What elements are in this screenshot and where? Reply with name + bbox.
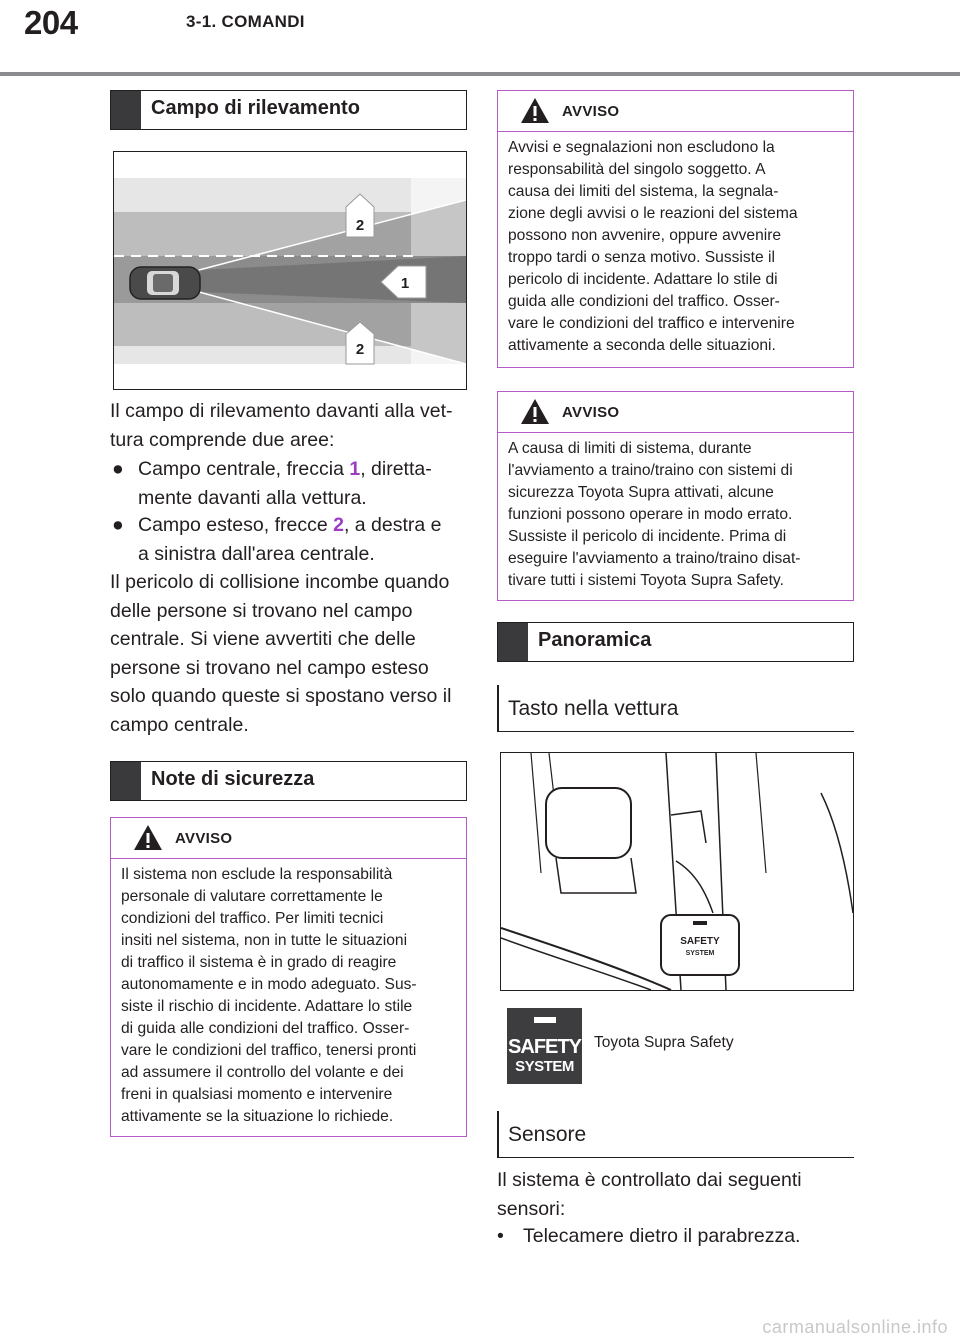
warning-label: AVVISO: [175, 830, 233, 847]
arrow-label-1: 1: [400, 275, 410, 292]
warning-text: Avvisi e segnalazioni non escludono la responsabilità del singolo soggetto. A causa dei limiti del sistema, la segnala- zione degli avvisi o le reazioni del sistema possono non avvenire, oppure avvenire troppo tardi o senza motivo. Sussiste il pericolo di incidente. Adattare lo stile di guida alle condizioni del traffico. Osser- vare le condizioni del traffico e intervenire attivamente a seconda delle situazioni.: [508, 139, 798, 354]
bullet-dot: •: [497, 1225, 504, 1247]
heading-bar: [498, 623, 528, 661]
intro-paragraph: [110, 397, 453, 454]
icon-caption: Toyota Supra Safety: [594, 1034, 734, 1051]
icon-bar: [534, 1017, 556, 1023]
para-line: delle persone si trovano nel campo: [110, 599, 413, 622]
warning-label: AVVISO: [562, 404, 620, 421]
arrow-label-2-top: 2: [355, 217, 365, 234]
subhead-tasto: Tasto nella vettura: [508, 697, 679, 720]
para-line: campo centrale.: [110, 713, 249, 736]
bullet-dot: ●: [112, 514, 124, 536]
safety-system-icon: [507, 1008, 582, 1084]
warning-header: [498, 91, 853, 132]
warning-triangle-icon: [133, 824, 163, 851]
para-line: solo quando queste si spostano verso il: [110, 685, 452, 707]
bullet-text: Telecamere dietro il parabrezza.: [523, 1225, 801, 1247]
warning-box-right-1: [497, 90, 854, 368]
bullet-campo-centrale: [112, 455, 467, 515]
page-number: 204: [24, 4, 78, 41]
subhead-sensore: Sensore: [508, 1123, 587, 1146]
heading-panoramica: [497, 622, 854, 662]
subhead-bar: [497, 685, 499, 732]
warning-box-right-2: [497, 391, 854, 601]
heading-campo-rilevamento: [110, 90, 467, 130]
intro-line: tura comprende due aree:: [110, 428, 335, 451]
car-icon: [130, 267, 200, 299]
console-button-line: SYSTEM: [685, 950, 715, 957]
collision-paragraph: [110, 568, 451, 739]
warning-triangle-icon: [520, 398, 550, 425]
bullet-text: Campo esteso, frecce 2, a destra e a sinistra dall'area centrale.: [138, 514, 442, 565]
bullet-text: Campo centrale, freccia 1, diretta- mente davanti alla vettura.: [138, 458, 432, 509]
subhead-rule: [497, 1157, 854, 1158]
console-button-line: SAFETY: [680, 936, 720, 947]
detection-range-diagram: [114, 152, 466, 389]
center-console-drawing: [501, 753, 853, 990]
subhead-bar: [497, 1111, 499, 1158]
warning-header: [498, 392, 853, 433]
warning-label: AVVISO: [562, 103, 620, 120]
para-line: centrale. Si viene avvertiti che delle: [110, 628, 416, 650]
sensor-line: sensori:: [497, 1197, 566, 1220]
section-title: 3-1. COMANDI: [186, 12, 305, 31]
warning-text: A causa di limiti di sistema, durante l'avviamento a traino/traino con sistemi di sicurezza Toyota Supra attivati, alcune funzioni possono operare in modo errato. Sussiste il pericolo di incidente. Prima di eseguire l'avviamento a traino/traino disat- tivare tutti i sistemi Toyota Supra Safety.: [508, 440, 801, 589]
callout-number-1: 1: [349, 458, 361, 480]
sensor-line: Il sistema è controllato dai seguenti: [497, 1169, 802, 1191]
icon-text-system: SYSTEM: [515, 1058, 574, 1075]
bullet-dot: ●: [112, 458, 124, 480]
heading-bar: [111, 762, 141, 800]
para-line: persone si trovano nel campo esteso: [110, 656, 429, 679]
heading-text: Panoramica: [538, 629, 652, 651]
para-line: Il pericolo di collisione incombe quando: [110, 571, 450, 593]
heading-note-sicurezza: [110, 761, 467, 801]
watermark: carmanualsonline.info: [762, 1317, 948, 1337]
warning-text: Il sistema non esclude la responsabilità personale di valutare correttamente le condizioni del traffico. Per limiti tecnici insiti nel sistema, non in tutte le situazioni di traffico il sistema è in grado di reagire autonomamente e in modo adeguato. Sus- siste il rischio di incidente. Adattare lo stile di guida alle condizioni del traffico. Osser- vare le condizioni del traffico, tenersi pronti ad assumere il controllo del volante e dei freni in qualsiasi momento e intervenire attivamente se la situazione lo richiede.: [121, 866, 417, 1125]
heading-text: Note di sicurezza: [151, 768, 315, 790]
sensor-bullet: [497, 1222, 854, 1252]
heading-bar: [111, 91, 141, 129]
console-figure: [500, 752, 854, 991]
warning-header: [111, 818, 466, 859]
icon-text-safety: SAFETY: [508, 1036, 581, 1058]
header-rule: [0, 72, 960, 76]
subhead-rule: [497, 731, 854, 732]
bullet-campo-esteso: [112, 511, 467, 571]
warning-box-left: [110, 817, 467, 1137]
heading-text: Campo di rilevamento: [151, 97, 360, 119]
callout-number-2: 2: [333, 514, 344, 536]
detection-range-figure: [113, 151, 467, 390]
arrow-label-2-bottom: 2: [355, 341, 365, 358]
sensor-paragraph: [497, 1166, 802, 1223]
intro-line: Il campo di rilevamento davanti alla vet-: [110, 400, 453, 422]
warning-triangle-icon: [520, 97, 550, 124]
